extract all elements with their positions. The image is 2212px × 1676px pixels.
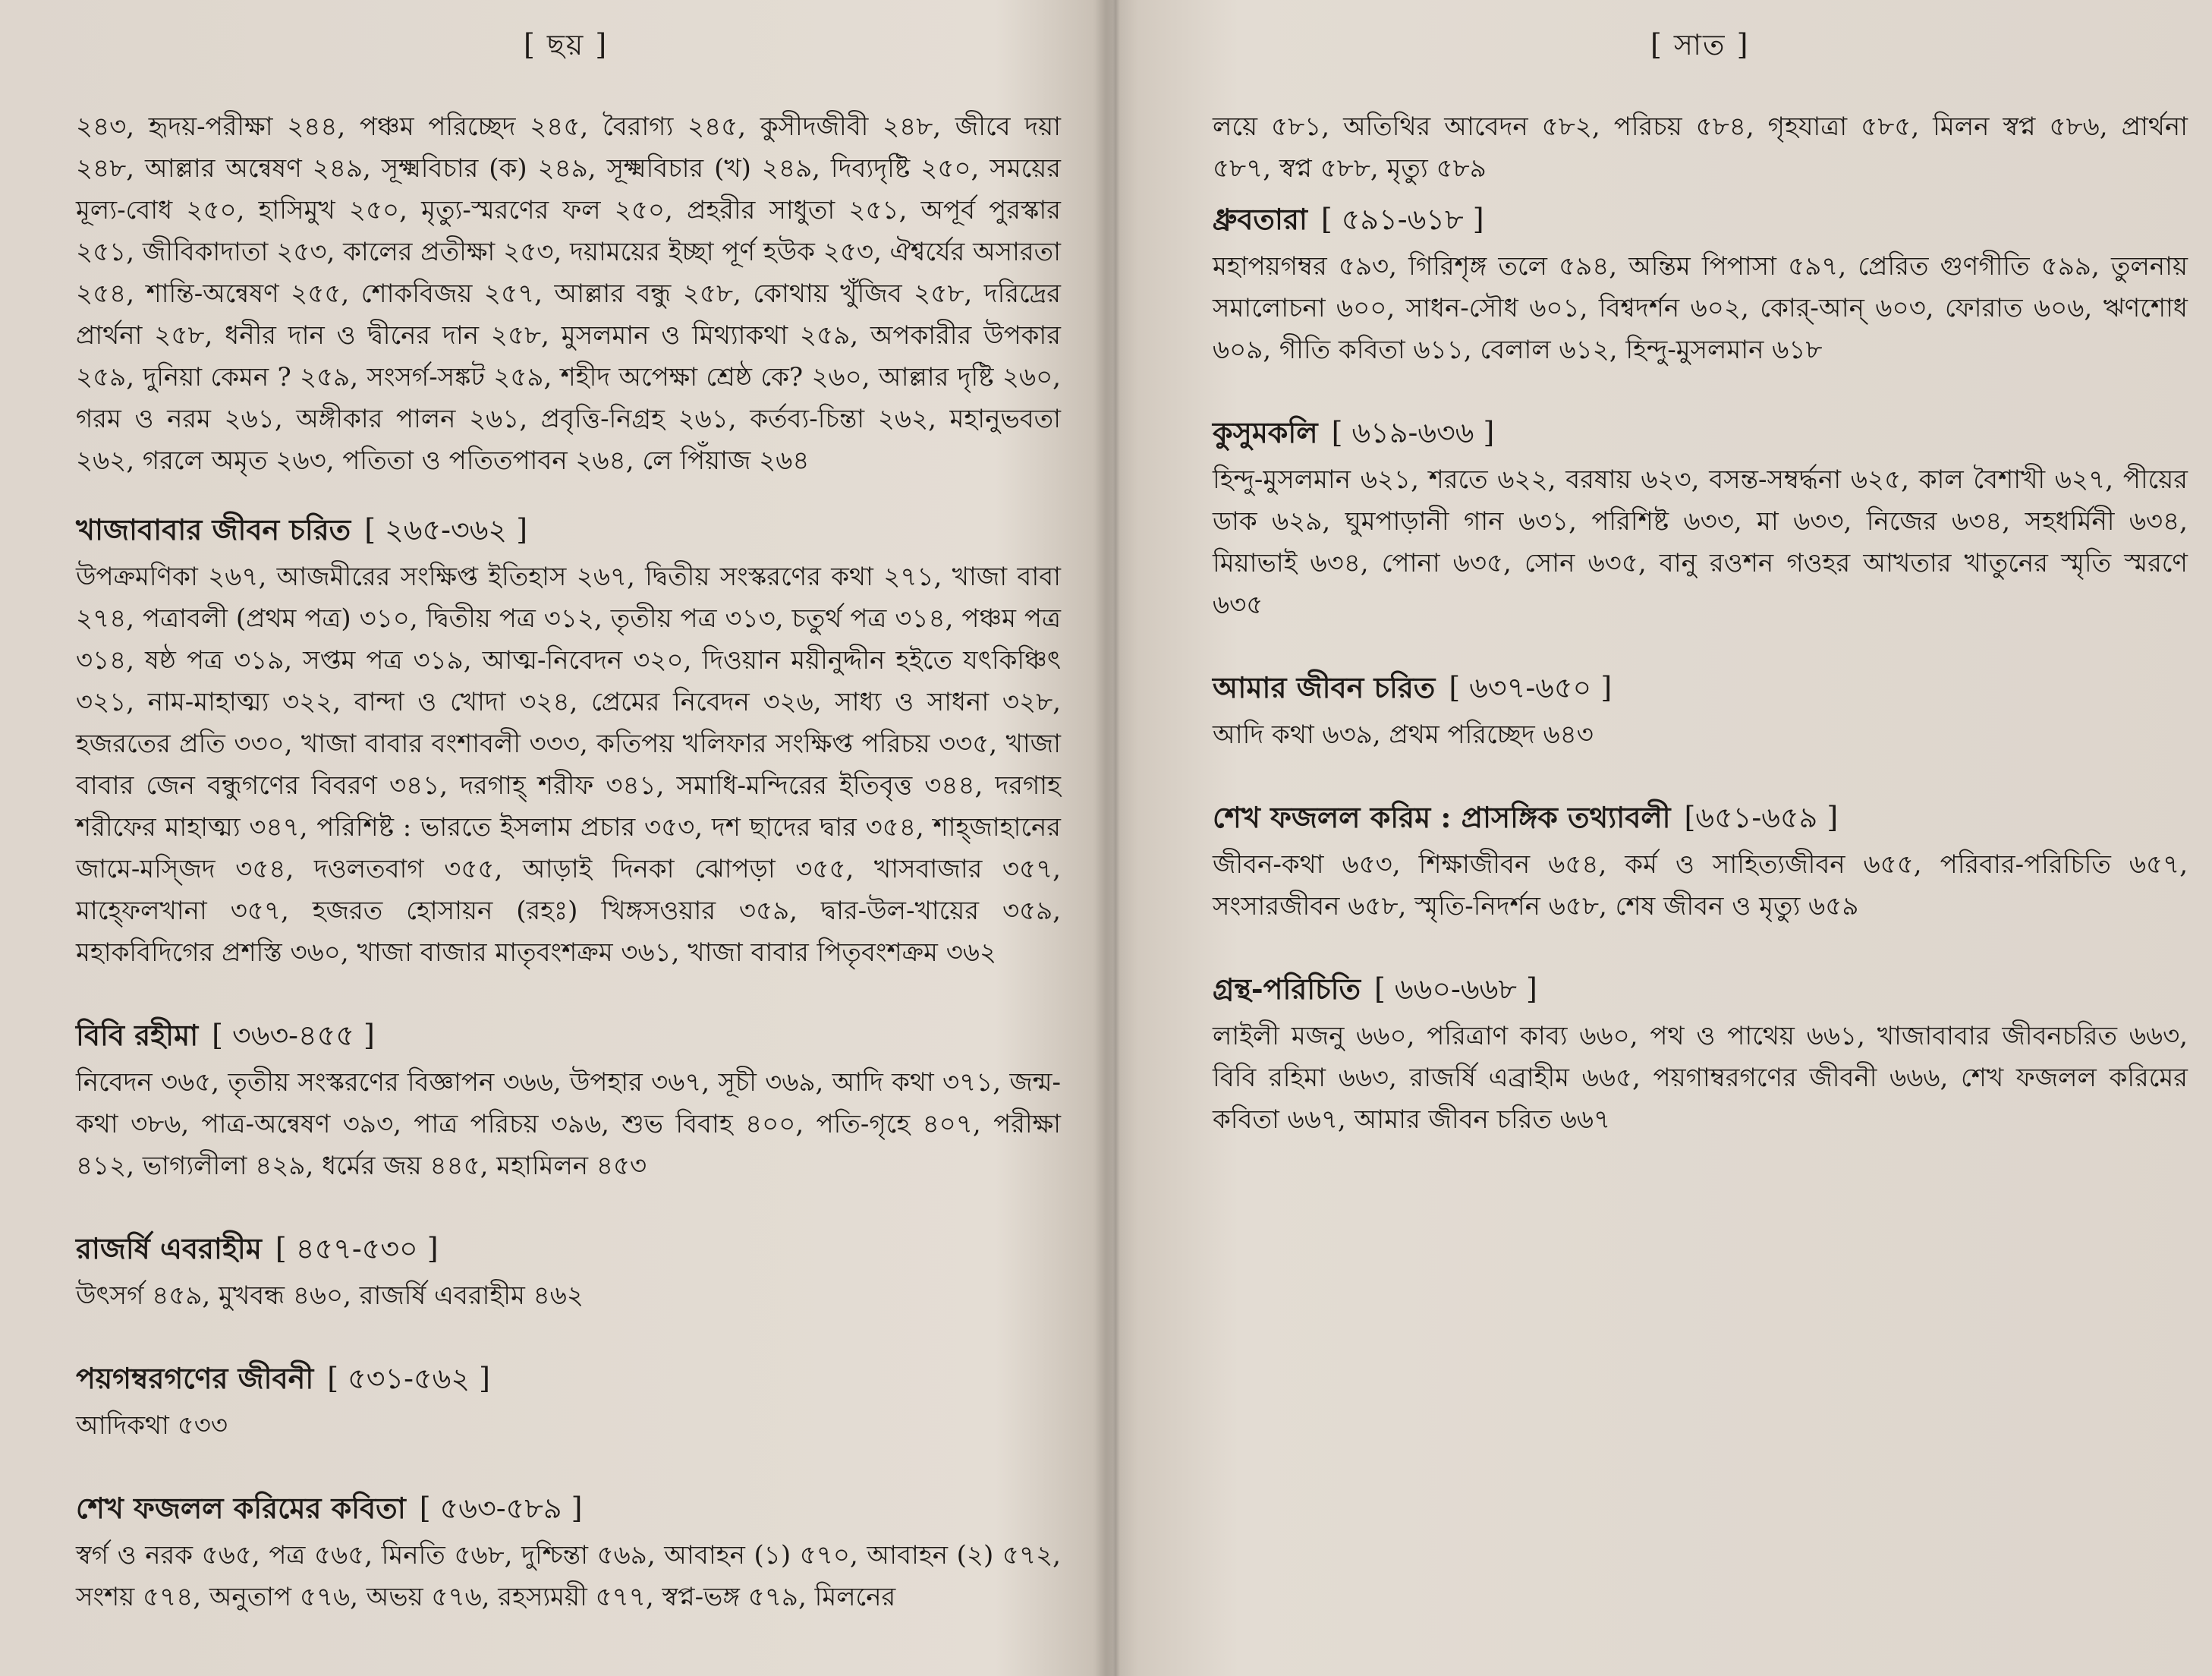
toc-section-rajarshi-ebrahim xyxy=(76,1230,1061,1317)
section-title: আমার জীবন চরিত xyxy=(1213,670,1436,704)
left-page-number: [ ছয় ] xyxy=(524,28,609,61)
section-heading xyxy=(1213,970,2188,1008)
section-heading xyxy=(1213,200,2188,238)
section-entries: লাইলী মজনু ৬৬০, পরিত্রাণ কাব্য ৬৬০, পথ ও পাথেয় ৬৬১, খাজাবাবার জীবনচরিত ৬৬৩, বিবি রহিমা ৬৬৩, রাজর্ষি এব্রাহীম ৬৬৫, পয়গাম্বরগণের জীবনী ৬৬৬, শেখ ফজলল করিমের কবিতা ৬৬৭, আমার জীবন চরিত ৬৬৭ xyxy=(1213,1021,2188,1135)
left-page xyxy=(76,106,1061,1638)
right-page xyxy=(1213,106,2188,1161)
section-entries: মহাপয়গম্বর ৫৯৩, গিরিশৃঙ্গ তলে ৫৯৪, অন্তিম পিপাসা ৫৯৭, প্রেরিত গুণগীতি ৫৯৯, তুলনায় সমালোচনা ৬০০, সাধন-সৌধ ৬০১, বিশ্বদর্শন ৬০২, কোর্-আন্ ৬০৩, ফোরাত ৬০৬, ঋণশোধ ৬০৯, গীতি কবিতা ৬১১, বেলাল ৬১২, হিন্দু-মুসলমান ৬১৮ xyxy=(1213,251,2188,365)
section-page-range: [ ৬৬০-৬৬৮ ] xyxy=(1374,972,1537,1006)
section-heading xyxy=(1213,414,2188,452)
section-heading xyxy=(76,511,1061,549)
section-title: পয়গম্বরগণের জীবনী xyxy=(76,1361,314,1395)
section-entries: হিন্দু-মুসলমান ৬২১, শরতে ৬২২, বরষায় ৬২৩, বসন্ত-সম্বর্দ্ধনা ৬২৫, কাল বৈশাখী ৬২৭, পীয়ের ডাক ৬২৯, ঘুমপাড়ানী গান ৬৩১, পরিশিষ্ট ৬৩৩, মা ৬৩৩, নিজের ৬৩৪, সহধর্মিনী ৬৩৪, মিয়াভাই ৬৩৪, পোনা ৬৩৫, সোন ৬৩৫, বানু রওশন গওহর আখতার খাতুনের স্মৃতি স্মরণে ৬৩৫ xyxy=(1213,465,2188,620)
toc-section-dhrubatara xyxy=(1213,200,2188,371)
section-page-range: [ ৫৯১-৬১৮ ] xyxy=(1320,203,1484,236)
section-page-range: [৬৫১-৬৫৯ ] xyxy=(1684,801,1839,834)
section-heading xyxy=(76,1359,1061,1397)
section-heading xyxy=(76,1230,1061,1268)
section-heading xyxy=(76,1489,1061,1527)
section-title: শেখ ফজলল করিম : প্রাসঙ্গিক তথ্যাবলী xyxy=(1213,800,1671,834)
section-title: কুসুমকলি xyxy=(1213,415,1318,449)
section-page-range: [ ৩৬৩-৪৫৫ ] xyxy=(212,1019,375,1052)
section-title: গ্রন্থ-পরিচিতি xyxy=(1213,972,1361,1006)
section-page-range: [ ২৬৫-৩৬২ ] xyxy=(364,513,528,547)
section-page-range: [ ৫৩১-৫৬২ ] xyxy=(327,1362,490,1395)
section-entries: নিবেদন ৩৬৫, তৃতীয় সংস্করণের বিজ্ঞাপন ৩৬৬, উপহার ৩৬৭, সূচী ৩৬৯, আদি কথা ৩৭১, জন্ম-কথা ৩৮৬, পাত্র-অন্বেষণ ৩৯৩, পাত্র পরিচয় ৩৯৬, শুভ বিবাহ ৪০০, পতি-গৃহে ৪০৭, পরীক্ষা ৪১২, ভাগ্যলীলা ৪২৯, ধর্মের জয় ৪৪৫, মহামিলন ৪৫৩ xyxy=(76,1067,1061,1181)
toc-section-khajababa xyxy=(76,511,1061,974)
right-page-number: [ সাত ] xyxy=(1650,28,1750,61)
section-entries: উৎসর্গ ৪৫৯, মুখবন্ধ ৪৬০, রাজর্ষি এবরাহীম ৪৬২ xyxy=(76,1281,584,1311)
section-entries: স্বর্গ ও নরক ৫৬৫, পত্র ৫৬৫, মিনতি ৫৬৮, দুশ্চিন্তা ৫৬৯, আবাহন (১) ৫৭০, আবাহন (২) ৫৭২, সংশয় ৫৭৪, অনুতাপ ৫৭৬, অভয় ৫৭৬, রহস্যময়ী ৫৭৭, স্বপ্ন-ভঙ্গ ৫৭৯, মিলনের xyxy=(76,1540,1061,1612)
section-entries: উপক্রমণিকা ২৬৭, আজমীরের সংক্ষিপ্ত ইতিহাস ২৬৭, দ্বিতীয় সংস্করণের কথা ২৭১, খাজা বাবা ২৭৪, পত্রাবলী (প্রথম পত্র) ৩১০, দ্বিতীয় পত্র ৩১২, তৃতীয় পত্র ৩১৩, চতুর্থ পত্র ৩১৪, পঞ্চম পত্র ৩১৪, ষষ্ঠ পত্র ৩১৯, সপ্তম পত্র ৩১৯, আত্ম-নিবেদন ৩২০, দিওয়ান ময়ীনুদ্দীন হইতে যৎকিঞ্চিৎ ৩২১, নাম-মাহাত্ম্য ৩২২, বান্দা ও খোদা ৩২৪, প্রেমের নিবেদন ৩২৬, সাধ্য ও সাধনা ৩২৮, হজরতের প্রতি ৩৩০, খাজা বাবার বংশাবলী ৩৩৩, কতিপয় খলিফার সংক্ষিপ্ত পরিচয় ৩৩৫, খাজা বাবার জেন বন্ধুগণের বিবরণ ৩৪১, দরগাহ্ শরীফ ৩৪১, সমাধি-মন্দিরের ইতিবৃত্ত ৩৪৪, দরগাহ শরীফের মাহাত্ম্য ৩৪৭, পরিশিষ্ট : ভারতে ইসলাম প্রচার ৩৫৩, দশ ছাদের দ্বার ৩৫৪, শাহ্জাহানের জামে-মস্জিদ ৩৫৪, দওলতবাগ ৩৫৫, আড়াই দিনকা ঝোপড়া ৩৫৫, খাসবাজার ৩৫৭, মাহ্ফেলখানা ৩৫৭, হজরত হোসায়ন (রহঃ) খিঙ্গসওয়ার ৩৫৯, দ্বার-উল-খায়ের ৩৫৯, মহাকবিদিগের প্রশস্তি ৩৬০, খাজা বাজার মাতৃবংশক্রম ৩৬১, খাজা বাবার পিতৃবংশক্রম ৩৬২ xyxy=(76,562,1061,968)
toc-section-book-introductions xyxy=(1213,970,2188,1141)
section-heading xyxy=(1213,669,2188,707)
section-title: শেখ ফজলল করিমের কবিতা xyxy=(76,1491,406,1525)
section-heading xyxy=(76,1016,1061,1054)
section-title: রাজর্ষি এবরাহীম xyxy=(76,1231,262,1265)
section-title: বিবি রহীমা xyxy=(76,1018,199,1052)
section-page-range: [ ৪৫৭-৫৩০ ] xyxy=(275,1232,439,1265)
book-gutter xyxy=(1093,0,1138,1676)
section-entries: আদিকথা ৫৩৩ xyxy=(76,1410,228,1441)
section-page-range: [ ৬৩৭-৬৫০ ] xyxy=(1449,671,1613,704)
toc-section-prophets-lives xyxy=(76,1359,1061,1447)
toc-section-karim-facts xyxy=(1213,799,2188,928)
section-heading xyxy=(1213,799,2188,836)
left-intro-paragraph: ২৪৩, হৃদয়-পরীক্ষা ২৪৪, পঞ্চম পরিচ্ছেদ ২৪৫, বৈরাগ্য ২৪৫, কুসীদজীবী ২৪৮, জীবে দয়া ২৪৮, আল্লার অন্বেষণ ২৪৯, সূক্ষ্মবিচার (ক) ২৪৯, সূক্ষ্মবিচার (খ) ২৪৯, দিব্যদৃষ্টি ২৫০, সময়ের মূল্য-বোধ ২৫০, হাসিমুখ ২৫০, মৃত্যু-স্মরণের ফল ২৫০, প্রহরীর সাধুতা ২৫১, অপূর্ব পুরস্কার ২৫১, জীবিকাদাতা ২৫৩, কালের প্রতীক্ষা ২৫৩, দয়াময়ের ইচ্ছা পূর্ণ হউক ২৫৩, ঐশ্বর্যের অসারতা ২৫৪, শান্তি-অন্বেষণ ২৫৫, শোকবিজয় ২৫৭, আল্লার বন্ধু ২৫৮, কোথায় খুঁজিব ২৫৮, দরিদ্রের প্রার্থনা ২৫৮, ধনীর দান ও দ্বীনের দান ২৫৮, মুসলমান ও মিথ্যাকথা ২৫৯, অপকারীর উপকার ২৫৯, দুনিয়া কেমন ? ২৫৯, সংসর্গ-সঙ্কট ২৫৯, শহীদ অপেক্ষা শ্রেষ্ঠ কে? ২৬০, আল্লার দৃষ্টি ২৬০, গরম ও নরম ২৬১, অঙ্গীকার পালন ২৬১, প্রবৃত্তি-নিগ্রহ ২৬১, কর্তব্য-চিন্তা ২৬২, মহানুভবতা ২৬২, গরলে অমৃত ২৬৩, পতিতা ও পতিতপাবন ২৬৪, লে পিঁয়াজ ২৬৪ xyxy=(76,112,1061,476)
toc-section-karim-poems xyxy=(76,1489,1061,1618)
toc-section-amar-jibon-chorit xyxy=(1213,669,2188,756)
section-title: খাজাবাবার জীবন চরিত xyxy=(76,512,351,547)
section-page-range: [ ৫৬৩-৫৮৯ ] xyxy=(419,1492,583,1525)
right-intro-paragraph: লয়ে ৫৮১, অতিথির আবেদন ৫৮২, পরিচয় ৫৮৪, গৃহযাত্রা ৫৮৫, মিলন স্বপ্ন ৫৮৬, প্রার্থনা ৫৮৭, স্বপ্ন ৫৮৮, মৃত্যু ৫৮৯ xyxy=(1213,112,2188,184)
section-page-range: [ ৬১৯-৬৩৬ ] xyxy=(1331,416,1495,449)
section-entries: আদি কথা ৬৩৯, প্রথম পরিচ্ছেদ ৬৪৩ xyxy=(1213,720,1594,750)
toc-section-bibi-rahima xyxy=(76,1016,1061,1187)
section-title: ধ্রুবতারা xyxy=(1213,202,1307,236)
section-entries: জীবন-কথা ৬৫৩, শিক্ষাজীবন ৬৫৪, কর্ম ও সাহিত্যজীবন ৬৫৫, পরিবার-পরিচিতি ৬৫৭, সংসারজীবন ৬৫৮, স্মৃতি-নিদর্শন ৬৫৮, শেষ জীবন ও মৃত্যু ৬৫৯ xyxy=(1213,849,2188,921)
toc-section-kusumkoli xyxy=(1213,414,2188,626)
